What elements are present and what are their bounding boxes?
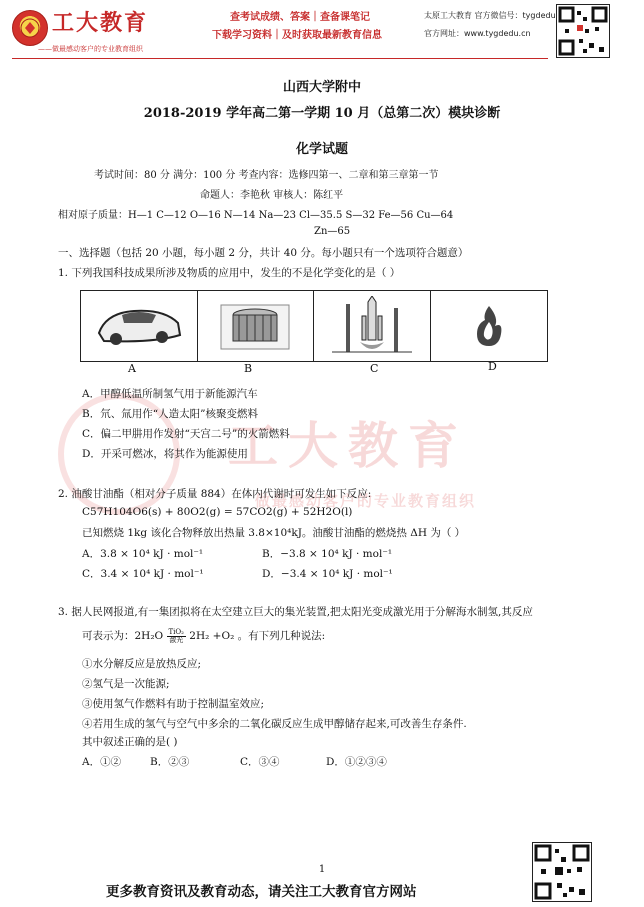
atomic-mass-zn: Zn—65 xyxy=(314,226,351,237)
question-1-image-table xyxy=(80,290,548,362)
image-cell-b xyxy=(197,291,314,361)
question-3-option-a: A．①② xyxy=(82,756,122,768)
header-wechat: 太原工大教育 官方微信号：tygdedu xyxy=(424,11,556,20)
watermark-subtext: 做最感动客户的专业教育组织 xyxy=(255,492,477,510)
footer-text: 更多教育资讯及教育动态，请关注工大教育官方网站 xyxy=(106,884,417,900)
exam-authors: 命题人：李艳秋 审核人：陈红平 xyxy=(200,190,344,201)
header-promo-line-1: 查考试成绩、答案｜查备课笔记 xyxy=(230,12,370,23)
qr-code-icon xyxy=(556,4,610,58)
question-2-text: 已知燃烧 1kg 该化合物释放出热量 3.8×10⁴kJ。油酸甘油酯的燃烧热 ΔH 为（ ） xyxy=(82,527,466,539)
atomic-masses: 相对原子质量：H—1 C—12 O—16 N—14 Na—23 Cl—35.5 S—32 Fe—56 Cu—64 xyxy=(58,210,454,221)
catalyst-bottom: 激光 xyxy=(169,635,184,644)
question-1-option-b: B．氘、氚用作“人造太阳”核聚变燃料 xyxy=(82,408,258,420)
question-3-option-d: D．①②③④ xyxy=(326,756,387,768)
question-2-option-d: D．−3.4 × 10⁴ kJ · mol⁻¹ xyxy=(262,568,393,580)
image-cell-a xyxy=(81,291,198,361)
question-2-option-a: A．3.8 × 10⁴ kJ · mol⁻¹ xyxy=(82,548,204,560)
question-3-option-c: C．③④ xyxy=(240,756,280,768)
question-1-option-d: D．开采可燃冰，将其作为能源使用 xyxy=(82,448,248,460)
question-2-option-b: B．−3.8 × 10⁴ kJ · mol⁻¹ xyxy=(262,548,393,560)
flame-icon xyxy=(469,304,509,348)
school-title: 山西大学附中 xyxy=(282,80,361,95)
equation-right: 2H₂ +O₂ 。有下列几种说法: xyxy=(189,630,326,642)
brand-slogan: ——做最感动客户的专业教育组织 xyxy=(38,45,143,53)
header-promo-line-2: 下载学习资料｜及时获取最新教育信息 xyxy=(212,30,382,41)
question-3-item-2: ②氢气是一次能源; xyxy=(82,678,170,690)
question-3-question: 其中叙述正确的是( ) xyxy=(82,736,178,748)
question-3-item-3: ③使用氢气作燃料有助于控制温室效应; xyxy=(82,698,265,710)
image-cell-c xyxy=(313,291,431,361)
question-1-option-c: C．偏二甲肼用作发射“天宫二号”的火箭燃料 xyxy=(82,428,290,440)
image-cell-d xyxy=(430,291,547,361)
rocket-icon xyxy=(332,296,412,356)
catalyst-top: TiO₂ xyxy=(168,627,184,636)
question-2-equation: C57H104O6(s) + 80O2(g) = 57CO2(g) + 52H2O(l) xyxy=(82,506,353,518)
exam-title: 2018-2019 学年高二第一学期 10 月（总第二次）模块诊断 xyxy=(143,106,501,121)
image-label-a: A xyxy=(128,362,136,375)
image-label-b: B xyxy=(244,362,253,375)
section-heading: 一、选择题（包括 20 小题，每小题 2 分，共计 40 分。每小题只有一个选项符合题意） xyxy=(58,247,469,259)
catalyst-arrow xyxy=(167,629,186,644)
question-2-stem: 2. 油酸甘油酯（相对分子质量 884）在体内代谢时可发生如下反应: xyxy=(58,488,372,500)
reactor-icon xyxy=(215,299,295,353)
page-header xyxy=(0,0,644,62)
watermark-text: 工大教育 xyxy=(228,417,468,475)
header-website: 官方网址：www.tygdedu.cn xyxy=(424,29,531,38)
equation-left: 可表示为：2H₂O xyxy=(82,630,164,642)
subject-title: 化学试题 xyxy=(295,142,348,157)
exam-info: 考试时间：80 分 满分：100 分 考查内容：选修四第一、二章和第三章第一节 xyxy=(94,170,439,181)
question-3-equation xyxy=(82,628,325,644)
question-3-stem: 3. 据人民网报道,有一集团拟将在太空建立巨大的集光装置,把太阳光变成激光用于分解海水制氢,其反应 xyxy=(58,606,533,618)
car-icon xyxy=(94,301,184,351)
question-3-item-1: ①水分解反应是放热反应; xyxy=(82,658,202,670)
question-1-option-a: A．甲醇低温所制氢气用于新能源汽车 xyxy=(82,388,258,400)
image-label-d: D xyxy=(488,360,497,373)
question-1-stem: 1. 下列我国科技成果所涉及物质的应用中，发生的不是化学变化的是（ ） xyxy=(58,267,401,279)
image-label-c: C xyxy=(370,362,379,375)
header-divider xyxy=(12,58,548,59)
brand-logo-icon xyxy=(12,10,48,46)
brand-name: 工大教育 xyxy=(52,11,149,36)
page-number: 1 xyxy=(318,864,326,875)
qr-code-icon xyxy=(532,842,592,902)
question-2-option-c: C．3.4 × 10⁴ kJ · mol⁻¹ xyxy=(82,568,204,580)
question-3-item-4: ④若用生成的氢气与空气中多余的二氧化碳反应生成甲醇储存起来,可改善生存条件. xyxy=(82,718,467,730)
question-3-option-b: B．②③ xyxy=(150,756,190,768)
